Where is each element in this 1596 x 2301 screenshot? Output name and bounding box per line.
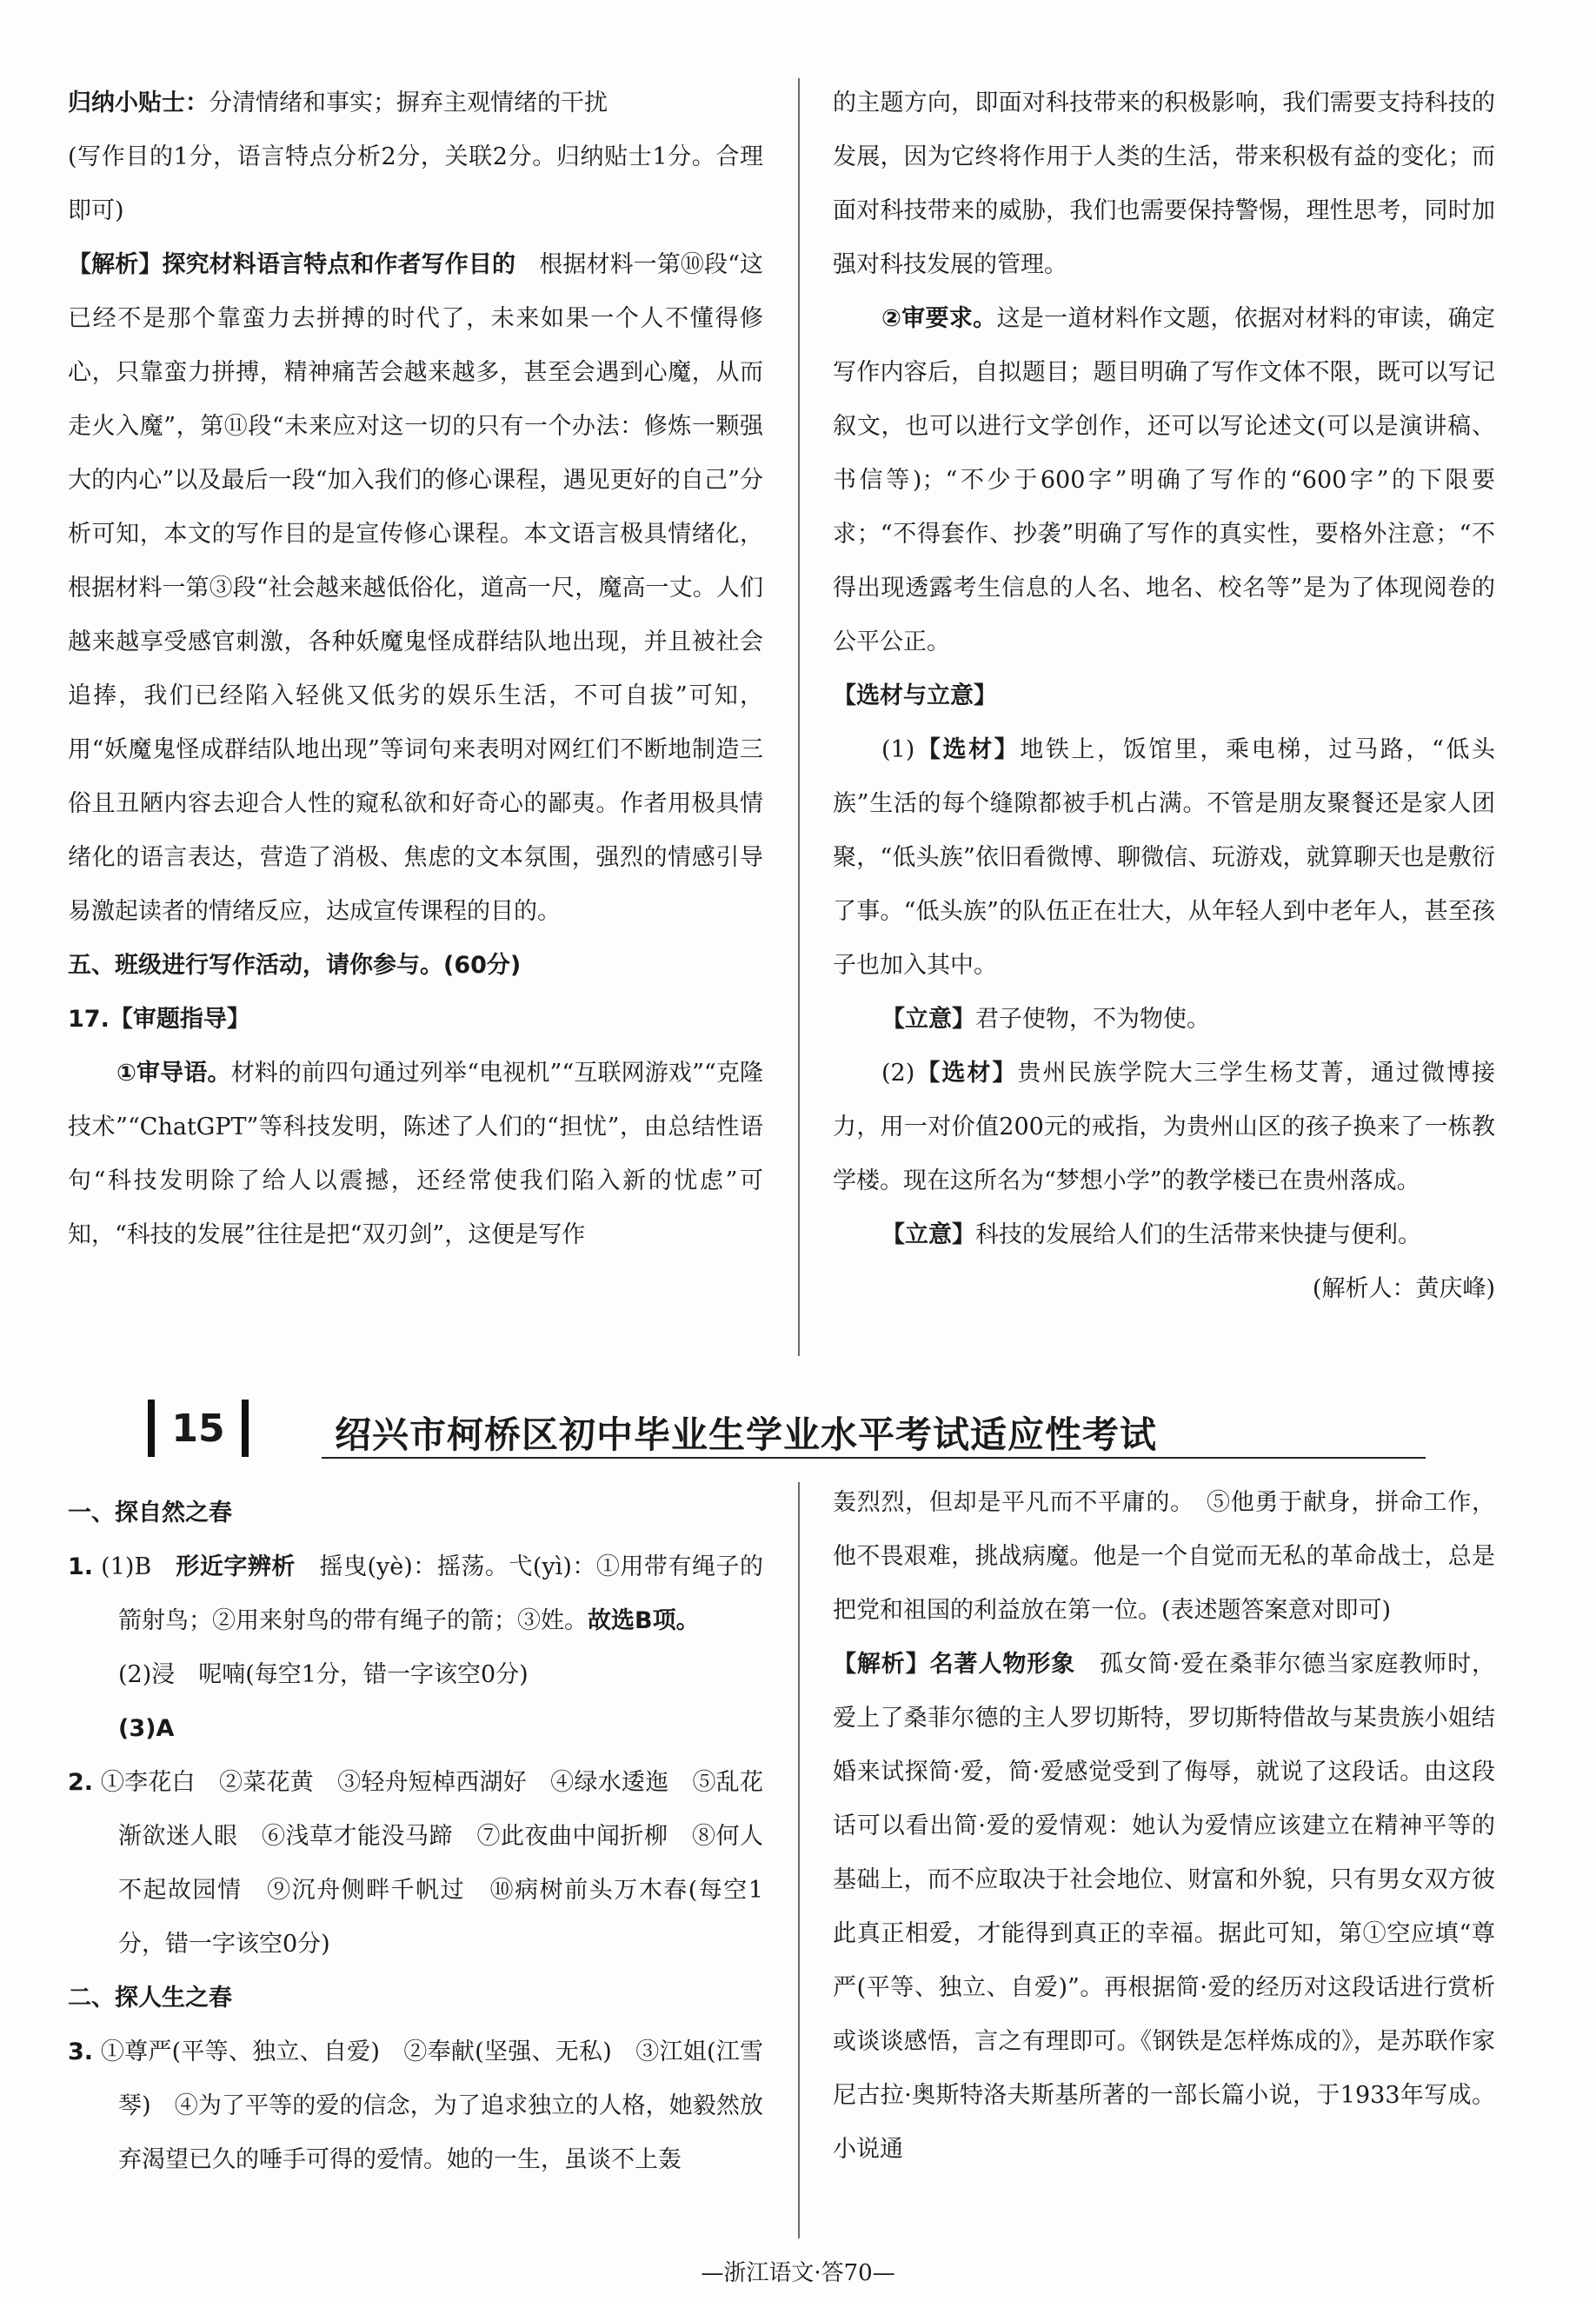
analysis-paragraph: 【解析】探究材料语言特点和作者写作目的 根据材料一第⑩段“这已经不是那个靠蛮力去拼搏的时代了，未来如果一个人不懂得修心，只靠蛮力拼搏，精神痛苦会越来越多，甚至会遇到心魔，从而走火入魔”，第⑪段“未来应对这一切的只有一个办法：修炼一颗强大的内心”以及最后一段“加入我们的修心课程，遇见更好的自己”分析可知，本文的写作目的是宣传修心课程。本文语言极具情绪化，根据材料一第③段“社会越来越低俗化，道高一尺，魔高一丈。人们越来越享受感官刺激，各种妖魔鬼怪成群结队地出现，并且被社会追捧，我们已经陷入轻佻又低劣的娱乐生活，不可自拔”可知，用“妖魔鬼怪成群结队地出现”等词句来表明对网红们不断地制造三俗且丑陋内容去迎合人性的窥私欲和好奇心的鄙夷。作者用极具情绪化的语言表达，营造了消极、焦虑的文本氛围，强烈的情感引导易激起读者的情绪反应，达成宣传课程的目的。 [68,251,764,925]
scoring-note: (写作目的1分，语言特点分析2分，关联2分。归纳贴士1分。合理即可) [68,143,763,224]
analyst-credit: (解析人：黄庆峰) [1312,1275,1495,1302]
bottom-left-column [68,1486,763,2187]
question-17-heading: 17.【审题指导】 [68,1006,250,1033]
analysis-paragraph-2: 【解析】名著人物形象 孤女简·爱在桑菲尔德当家庭教师时，爱上了桑菲尔德的主人罗切斯特，罗切斯特借故与某贵族小姐结婚来试探简·爱，简·爱感觉受到了侮辱，就说了这段话。由这段话可以看出简·爱的爱情观：她认为爱情应该建立在精神平等的基础上，而不应取决于社会地位、财富和外貌，只有男女双方彼此真正相爱，才能得到真正的幸福。据此可知，第①空应填“尊严(平等、独立、自爱)”。再根据简·爱的经历对这段话进行赏析或谈谈感悟，言之有理即可。《钢铁是怎样炼成的》，是苏联作家尼古拉·奥斯特洛夫斯基所著的一部长篇小说，于1933年写成。小说通 [833,1651,1496,2163]
section-underline [322,1457,1426,1459]
question-1-part-3: (3)A [118,1715,175,1742]
theme-continued: 的主题方向，即面对科技带来的积极影响，我们需要支持科技的发展，因为它终将作用于人类的生活，带来积极有益的变化；而面对科技带来的威胁，我们也需要保持警惕，理性思考，同时加强对科技发展的管理。 [833,90,1495,278]
idea-one: 【立意】君子使物，不为物使。 [881,1006,1210,1033]
prompt-review-paragraph: ①审导语。材料的前四句通过列举“电视机”“互联网游戏”“克隆技术”“ChatGPT”等科技发明，陈述了人们的“担忧”，由总结性语句“科技发明除了给人以震撼，还经常使我们陷入新的忧虑”可知，“科技的发展”往往是把“双刃剑”，这便是写作 [68,1060,763,1248]
section-title: 绍兴市柯桥区初中毕业生学业水平考试适应性考试 [335,1413,1158,1456]
bottom-right-column [833,1476,1495,2177]
material-two: (2)【选材】贵州民族学院大三学生杨艾菁，通过微博接力，用一对价值200元的戒指，为贵州山区的孩子换来了一栋教学楼。现在这所名为“梦想小学”的教学楼已在贵州落成。 [833,1060,1496,1194]
column-divider-top [798,78,800,1356]
summary-tip: 归纳小贴士：分清情绪和事实；摒弃主观情绪的干扰 [68,90,608,116]
material-one: (1)【选材】地铁上，饭馆里，乘电梯，过马路，“低头族”生活的每个缝隙都被手机占满。不管是朋友聚餐还是家人团聚，“低头族”依旧看微博、聊微信、玩游戏，就算聊天也是敷衍了事。“低头族”的队伍正在壮大，从年轻人到中老年人，甚至孩子也加入其中。 [833,736,1495,979]
idea-two: 【立意】科技的发展给人们的生活带来快捷与便利。 [881,1221,1421,1248]
requirement-review: ②审要求。这是一道材料作文题，依据对材料的审读，确定写作内容后，自拟题目；题目明确了写作文体不限，既可以写记叙文，也可以进行文学创作，还可以写论述文(可以是演讲稿、书信等)；“不少于600字”明确了写作的“600字”的下限要求；“不得套作、抄袭”明确了写作的真实性，要格外注意；“不得出现透露考生信息的人名、地名、校名等”是为了体现阅卷的公平公正。 [833,305,1495,655]
top-right-column [833,76,1495,1316]
top-left-column [68,76,763,1262]
answer-continued: 轰烈烈，但却是平凡而不平庸的。 ⑤他勇于献身，拼命工作，他不畏艰难，挑战病魔。他是一个自觉而无私的革命战士，总是把党和祖国的利益放在第一位。(表述题答案意对即可) [833,1489,1495,1624]
material-heading: 【选材与立意】 [833,682,997,709]
section-five-heading: 五、班级进行写作活动，请你参与。(60分) [68,952,522,979]
page-footer: —浙江语文·答70— [701,2260,895,2286]
part-two-heading: 二、探人生之春 [68,1985,232,2012]
question-2: 2. ①李花白 ②菜花黄 ③轻舟短棹西湖好 ④绿水逶迤 ⑤乱花渐欲迷人眼 ⑥浅草才能没马蹄 ⑦此夜曲中闻折柳 ⑧何人不起故园情 ⑨沉舟侧畔千帆过 ⑩病树前头万木春(每空1分，错一字该空0分) [68,1769,763,1958]
question-1-part-2: (2)浸 呢喃(每空1分，错一字该空0分) [118,1661,529,1688]
column-divider-bottom [798,1482,800,2238]
exam-section-header [148,1400,1426,1460]
question-3: 3. ①尊严(平等、独立、自爱) ②奉献(坚强、无私) ③江姐(江雪琴) ④为了平等的爱的信念，为了追求独立的人格，她毅然放弃渴望已久的唾手可得的爱情。她的一生，虽谈不上轰 [68,2038,763,2173]
section-number: 15 [148,1400,249,1457]
part-one-heading: 一、探自然之春 [68,1500,232,1526]
question-1: 1. (1)B 形近字辨析 摇曳(yè)：摇荡。弋(yì)：①用带有绳子的箭射鸟；②用来射鸟的带有绳子的箭；③姓。故选B项。 [68,1553,764,1634]
